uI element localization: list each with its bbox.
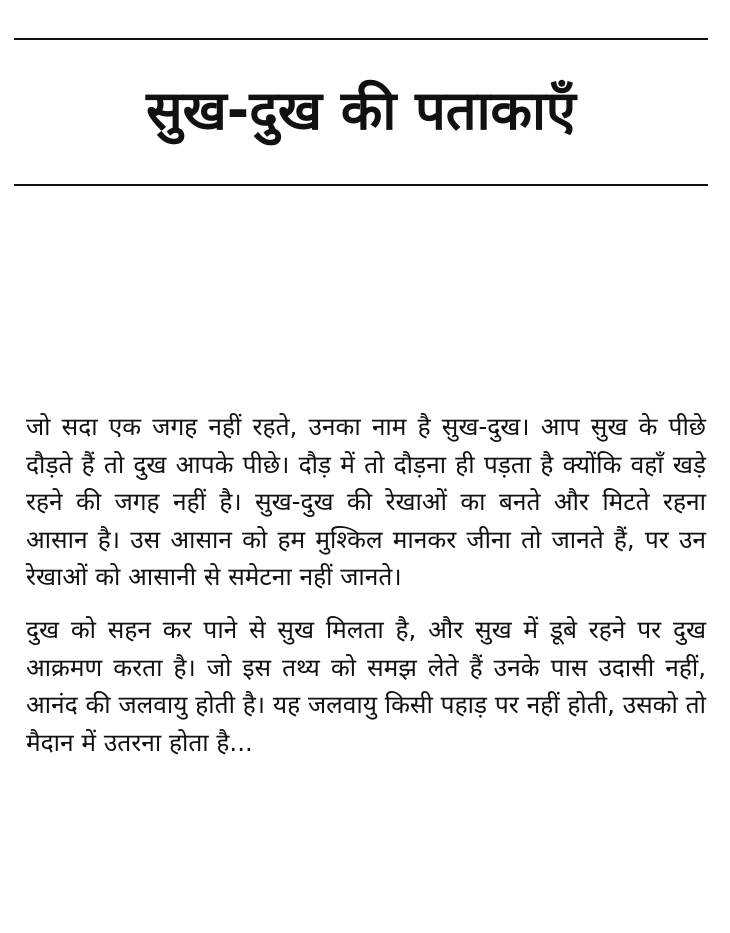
top-rule — [14, 38, 708, 40]
bottom-rule — [14, 184, 708, 186]
body-text — [26, 408, 706, 761]
paragraph-2: दुख को सहन कर पाने से सुख मिलता है, और सुख में डूबे रहने पर दुख आक्रमण करता है। जो इस तथ्य को समझ लेते हैं उनके पास उदासी नहीं, आनंद की जलवायु होती है। यह जलवायु किसी पहाड़ पर नहीं होती, उसको तो मैदान में उतरना होता है... — [26, 614, 706, 757]
paragraph-1: जो सदा एक जगह नहीं रहते, उनका नाम है सुख-दुख। आप सुख के पीछे दौड़ते हैं तो दुख आपके पीछे। दौड़ में तो दौड़ना ही पड़ता है क्योंकि वहाँ खड़े रहने की जगह नहीं है। सुख-दुख की रेखाओं का बनते और मिटते रहना आसान है। उस आसान को हम मुश्किल मानकर जीना तो जानते हैं, पर उन रेखाओं को आसानी से समेटना नहीं जानते। — [26, 412, 706, 592]
page-title: सुख-दुख की पताकाएँ — [146, 79, 576, 142]
